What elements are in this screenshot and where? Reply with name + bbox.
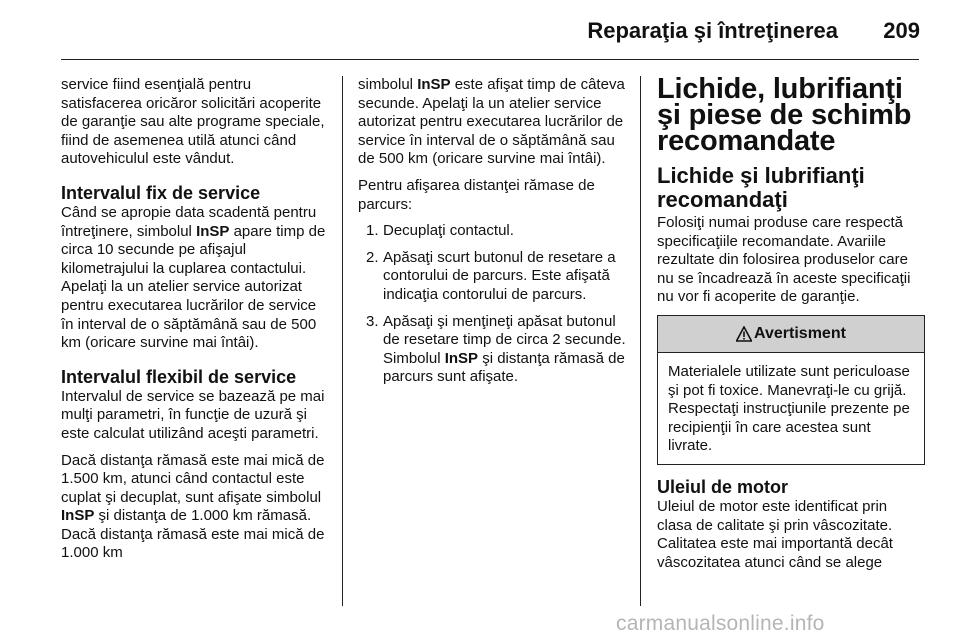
steps-list: [358, 222, 626, 387]
column-divider-1: [342, 76, 343, 606]
fixed-interval-heading: Intervalul fix de service: [61, 182, 261, 203]
warning-box: [657, 315, 925, 465]
step-number: 2.: [366, 248, 379, 266]
watermark: carmanualsonline.info: [616, 612, 825, 635]
insp-symbol: InSP: [61, 507, 95, 525]
header-rule: [61, 59, 919, 60]
flexible-remaining-paragraph: [61, 452, 329, 564]
insp-symbol: InSP: [196, 222, 230, 240]
recommended-products-paragraph: Folosiţi numai produse care respectă specificaţiile recomandate. Avariile rezultate din folosirea produselor care nu se încadrează în aceste specificaţii nu vor fi acoperite de garanţie.: [657, 214, 911, 306]
step-text: Apăsaţi scurt butonul de resetare a contorului de parcurs. Este afişată indicaţia contorului de parcurs.: [383, 248, 616, 303]
engine-oil-paragraph: Uleiul de motor este identificat prin clasa de calitate şi prin vâscozitate. Calitatea este mai importantă decât vâscozitatea atunci când se alege: [657, 497, 893, 571]
warning-title: Avertisment: [754, 324, 846, 342]
intro-paragraph: service fiind esenţială pentru satisfacerea oricăror solicitări acoperite de garanţie sau alte programe speciale, fiind de asemenea utilă atunci când autovehiculul este vândut.: [61, 76, 325, 168]
subsection-title: Lichide şi lubrifianţi recomandaţi: [657, 163, 865, 212]
step-text: Decuplaţi contactul.: [383, 222, 514, 240]
section-title: Lichide, lubrifianţi şi piese de schimb recomandate: [657, 73, 912, 157]
column-divider-2: [640, 76, 641, 606]
continued-rest: este afişat timp de câteva secunde. Apelaţi la un atelier service autorizat pentru executarea lucrărilor de service în interval de o săptămână sau de 500 km (oricare survine mai întâi).: [358, 76, 625, 168]
fixed-text-start: Când se apropie data scadentă pentru întreţinere, simbolul: [61, 203, 317, 240]
distance-intro-paragraph: Pentru afişarea distanţei rămase de parcurs:: [358, 176, 595, 213]
column-2: [358, 76, 626, 395]
insp-symbol: InSP: [444, 349, 479, 367]
fixed-interval-paragraph: [61, 204, 329, 353]
step-text-end: şi distanţa rămasă de parcurs sunt afişate.: [383, 349, 625, 386]
step-number: 1.: [366, 222, 379, 240]
continued-prefix: simbolul: [358, 76, 418, 93]
column-1: [61, 76, 329, 571]
warning-header: [658, 316, 924, 353]
column-3: [657, 73, 925, 580]
flexible-interval-heading: Intervalul flexibil de service: [61, 366, 297, 387]
step-number: 3.: [366, 312, 379, 330]
page-number: 209: [883, 18, 920, 43]
list-item: [358, 222, 626, 241]
engine-oil-heading: Uleiul de motor: [657, 476, 789, 497]
flex-text-end: şi distanţa de 1.000 km rămasă. Dacă distanţa rămasă este mai mică de 1.000 km: [61, 507, 325, 562]
header-title: Reparaţia şi întreţinerea: [587, 18, 838, 43]
continued-paragraph: [358, 76, 626, 169]
insp-symbol: InSP: [417, 76, 451, 93]
flexible-interval-paragraph: Intervalul de service se bazează pe mai mulţi parametri, în funcţie de uzură şi este calculat utilizând aceşti parametri.: [61, 387, 325, 442]
warning-triangle-icon: [736, 326, 752, 342]
flex-text-start: Dacă distanţa rămasă este mai mică de 1.500 km, atunci când contactul este cuplat şi decuplat, sunt afişate simbolul: [61, 451, 325, 506]
warning-text: Materialele utilizate sunt periculoase şi pot fi toxice. Manevraţi-le cu grijă. Respectaţi instrucţiunile prezente pe recipienţii în care acestea sunt livrate.: [668, 362, 910, 455]
list-item: [358, 313, 626, 387]
fixed-text-end: apare timp de circa 10 secunde pe afişajul kilometrajului la cuplarea contactului. Apelaţi la un atelier service autorizat pentru executarea lucrărilor de service în interval de o săptămână sau de 500 km (oricare survine mai întâi).: [61, 222, 326, 352]
list-item: [358, 249, 626, 305]
step-text-start: Apăsaţi şi menţineţi apăsat butonul de resetare timp de circa 2 secunde. Simbolul: [383, 312, 626, 367]
